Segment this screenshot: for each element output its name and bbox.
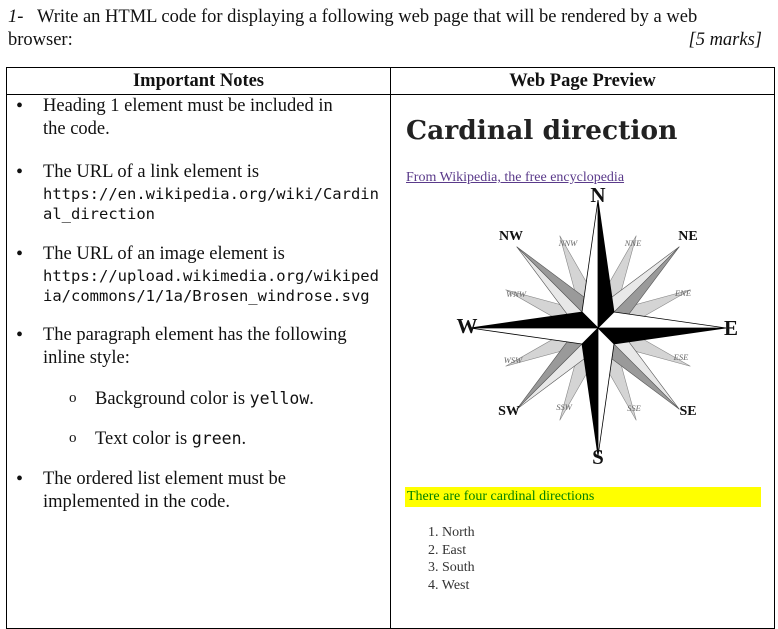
preview-ordered-list: [428, 524, 475, 594]
marks-label: [5 marks]: [688, 30, 762, 50]
compass-label-ssw: SSW: [556, 402, 572, 412]
preview-link[interactable]: From Wikipedia, the free encyclopedia: [406, 170, 625, 185]
header-web-page-preview: Web Page Preview: [391, 68, 775, 95]
compass-label-nnw: NNW: [558, 238, 578, 248]
circle-bullet-icon: o: [69, 390, 77, 406]
compass-label-nw: NW: [498, 229, 524, 244]
bullet-icon: •: [16, 161, 24, 183]
notes-preview-table: [6, 67, 775, 629]
list-item: 2. East: [428, 542, 467, 558]
compass-label-sw: SW: [498, 404, 520, 419]
question-number: 1-: [8, 7, 24, 27]
compass-label-se: SE: [679, 404, 697, 419]
compass-label-ne: NE: [678, 229, 698, 244]
notes-cell: • Heading 1 element must be included in the code. • The URL of a link element is https://en.wikipedia.org/wiki/Cardin al_direction • The URL of an image element is https://upload.wikimedia.org/wikiped ia/commons/1/1a/Brosen_windrose.svg • The paragraph element has the following inline style: o Background color is yellow. o Text color is green. • The ordered list element must be implemented in the code.: [7, 95, 391, 629]
list-item: 1. North: [428, 525, 475, 540]
compass-label-ene: ENE: [674, 288, 692, 298]
compass-label-wnw: WNW: [506, 289, 526, 299]
bullet-icon: •: [16, 243, 24, 265]
list-item: 3. South: [428, 560, 475, 575]
bullet-icon: •: [16, 468, 24, 490]
preview-cell: [391, 95, 775, 629]
bullet-icon: •: [16, 324, 24, 346]
bullet-icon: •: [16, 95, 24, 117]
compass-label-s: S: [592, 445, 604, 469]
question: [8, 6, 768, 52]
circle-bullet-icon: o: [69, 430, 77, 446]
compass-label-w: W: [456, 314, 478, 338]
compass-label-wsw: WSW: [503, 355, 523, 365]
compass-label-ese: ESE: [673, 352, 689, 362]
preview-paragraph: There are four cardinal directions: [405, 487, 761, 507]
preview-heading: Cardinal direction: [406, 115, 678, 146]
header-important-notes: Important Notes: [7, 68, 391, 95]
compass-label-n: N: [590, 186, 606, 207]
question-text-line2: browser:: [8, 30, 73, 50]
compass-rose-image: [451, 186, 751, 476]
compass-label-e: E: [723, 316, 739, 340]
list-item: 4. West: [428, 577, 470, 593]
compass-label-nne: NNE: [624, 238, 642, 248]
compass-label-sse: SSE: [627, 403, 641, 413]
question-text: Write an HTML code for displaying a following web page that will be rendered by a web: [36, 7, 698, 27]
